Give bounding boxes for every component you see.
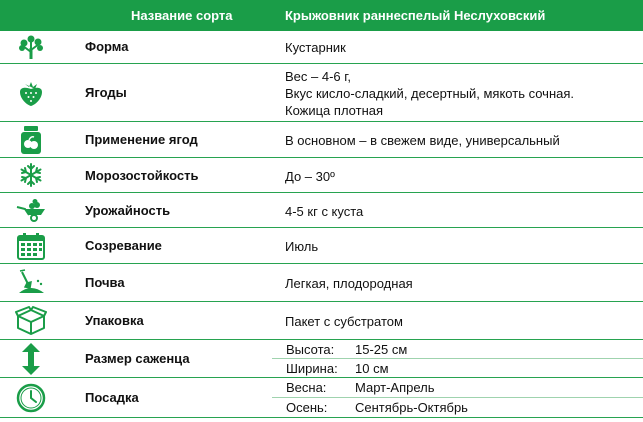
frost-value: До – 30º	[285, 169, 335, 184]
shovel-soil-icon	[8, 264, 54, 301]
table-header	[0, 0, 643, 31]
berries-taste: Вкус кисло-сладкий, десертный, мякоть сочная.	[285, 86, 575, 101]
seedling-width	[272, 359, 643, 378]
row-usage	[0, 122, 643, 158]
berries-skin: Кожица плотная	[285, 103, 384, 118]
yield-label: Урожайность	[85, 203, 171, 218]
usage-value: В основном – в свежем виде, универсальный	[285, 133, 560, 148]
box-icon	[8, 302, 54, 339]
packaging-label: Упаковка	[85, 313, 144, 328]
wheelbarrow-icon	[8, 193, 54, 227]
planting-label: Посадка	[85, 390, 139, 405]
seedling-height	[272, 340, 643, 359]
height-label: Высота:	[286, 342, 335, 357]
height-value: 15-25 см	[355, 342, 408, 357]
row-shape	[0, 31, 643, 64]
vertical-arrows-icon	[8, 340, 54, 377]
row-ripening	[0, 228, 643, 264]
clock-icon	[8, 378, 54, 417]
width-value: 10 см	[355, 361, 389, 376]
row-frost	[0, 158, 643, 193]
tree-icon	[8, 31, 54, 63]
row-planting	[0, 378, 643, 418]
row-berries	[0, 64, 643, 122]
row-yield	[0, 193, 643, 228]
seedling-label: Размер саженца	[85, 351, 190, 366]
strawberry-icon	[8, 64, 54, 121]
planting-spring	[272, 378, 643, 398]
shape-label: Форма	[85, 39, 129, 54]
header-variety-title: Крыжовник раннеспелый Неслуховский	[285, 8, 546, 23]
frost-label: Морозостойкость	[85, 168, 199, 183]
soil-label: Почва	[85, 275, 125, 290]
spring-value: Март-Апрель	[355, 380, 435, 395]
packaging-value: Пакет с субстратом	[285, 314, 403, 329]
row-packaging	[0, 302, 643, 340]
ripening-value: Июль	[285, 239, 319, 254]
calendar-icon	[8, 228, 54, 263]
autumn-label: Осень:	[286, 400, 328, 415]
shape-value: Кустарник	[285, 40, 346, 55]
spring-label: Весна:	[286, 380, 327, 395]
width-label: Ширина:	[286, 361, 338, 376]
ripening-label: Созревание	[85, 238, 162, 253]
jam-jar-icon	[8, 122, 54, 157]
berries-label: Ягоды	[85, 85, 127, 100]
row-soil	[0, 264, 643, 302]
snowflake-icon	[8, 158, 54, 192]
usage-label: Применение ягод	[85, 132, 198, 147]
soil-value: Легкая, плодородная	[285, 276, 413, 291]
autumn-value: Сентябрь-Октябрь	[355, 400, 468, 415]
yield-value: 4-5 кг с куста	[285, 204, 364, 219]
planting-autumn	[272, 398, 643, 417]
berries-weight: Вес – 4-6 г,	[285, 69, 352, 84]
row-seedling	[0, 340, 643, 378]
header-variety-name: Название сорта	[131, 8, 233, 23]
